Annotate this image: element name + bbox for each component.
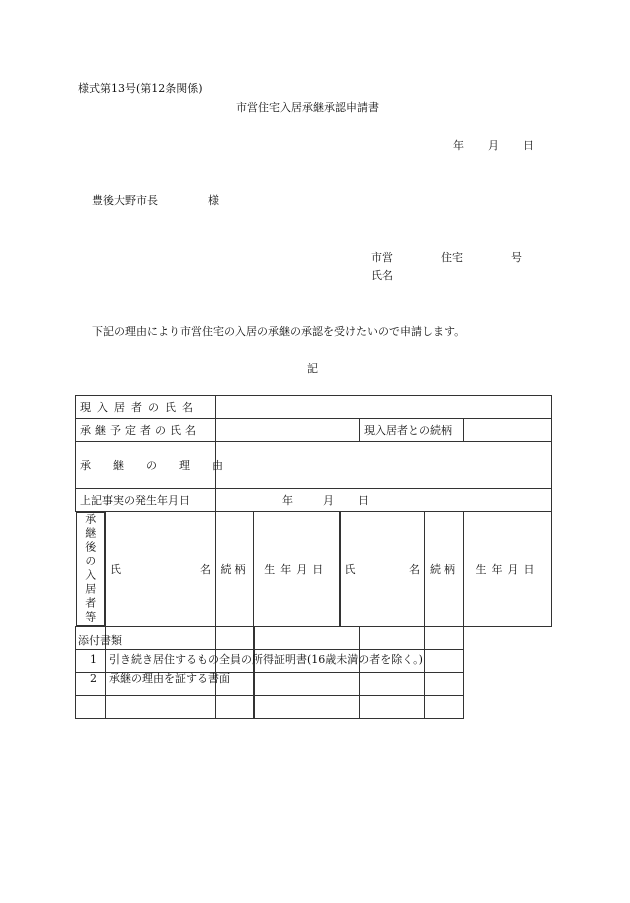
resident-birthdate-cell[interactable]: [425, 650, 464, 673]
applicant-housing-label: 住宅: [441, 251, 463, 264]
succession-reason-field[interactable]: [216, 442, 552, 489]
succession-reason-text: 承継の理由: [80, 459, 245, 472]
col-relation-header-left: 続柄: [216, 512, 254, 627]
col-relation-header-right: 続柄: [425, 512, 464, 627]
resident-birthdate-cell[interactable]: [425, 627, 464, 650]
relationship-label: 現入居者との続柄: [360, 419, 464, 442]
resident-relation-cell[interactable]: [360, 627, 425, 650]
resident-relation-cell[interactable]: [360, 696, 425, 719]
addressee: 豊後大野市長: [92, 194, 158, 207]
occurrence-date-field[interactable]: [216, 489, 552, 512]
occurrence-day-label: 日: [358, 494, 369, 507]
col-birthdate-header-right: 生年月日: [464, 512, 552, 627]
attachment-text: 承継の理由を証する書面: [109, 672, 230, 685]
successor-name-field[interactable]: [216, 419, 360, 442]
current-resident-name-text: 現入居者の氏名: [80, 401, 199, 414]
document-title: 市営住宅入居承継承認申請書: [236, 101, 379, 114]
date-day-label: 日: [523, 139, 534, 152]
resident-name-cell[interactable]: [254, 673, 360, 696]
body-text: 下記の理由により市営住宅の入居の承継の承認を受けたいので申請します。: [92, 325, 466, 338]
occurrence-date-label: 上記事実の発生年月日: [76, 489, 216, 512]
attachment-number: 2: [90, 672, 97, 685]
resident-birthdate-cell[interactable]: [425, 673, 464, 696]
col-mei-right: 名: [409, 563, 420, 576]
resident-relation-cell[interactable]: [106, 696, 216, 719]
col-birthdate-header-left: 生年月日: [254, 512, 340, 627]
col-shi-left: 氏: [110, 563, 121, 576]
current-resident-name-field[interactable]: [216, 396, 552, 419]
attachments-heading: 添付書類: [78, 634, 122, 647]
relationship-field[interactable]: [464, 419, 552, 442]
resident-relation-cell[interactable]: [106, 627, 216, 650]
succession-reason-label: [76, 442, 245, 489]
resident-name-cell[interactable]: [254, 696, 360, 719]
occurrence-month-label: 月: [323, 494, 334, 507]
attachment-item: [90, 670, 230, 686]
col-mei-left: 名: [200, 563, 211, 576]
current-resident-name-label: [76, 396, 216, 419]
honorific: 様: [208, 194, 219, 207]
applicant-number-label: 号: [511, 251, 522, 264]
successor-name-text: 承継予定者の氏名: [80, 424, 200, 437]
occurrence-year-label: 年: [282, 494, 293, 507]
col-name-header-left: [106, 512, 216, 627]
applicant-name-label: 氏名: [371, 269, 393, 282]
resident-row: [76, 696, 552, 719]
residents-after-text: 承継後の入居者等: [83, 513, 97, 625]
col-shi-right: 氏: [344, 563, 356, 576]
resident-birthdate-cell[interactable]: [425, 696, 464, 719]
attachment-text: 引き続き居住するもの全員の所得証明書(16歳未満の者を除く。): [109, 653, 423, 666]
successor-name-label: [76, 419, 216, 442]
resident-birthdate-cell[interactable]: [216, 696, 254, 719]
applicant-city-housing-label: 市営: [371, 251, 393, 264]
date-month-label: 月: [488, 139, 499, 152]
ki-label: 記: [307, 362, 318, 375]
col-name-header-right: [340, 512, 425, 627]
date-year-label: 年: [453, 139, 464, 152]
resident-name-cell[interactable]: [254, 627, 360, 650]
attachment-number: 1: [90, 653, 97, 666]
attachment-item: [90, 651, 423, 667]
residents-after-label: [76, 512, 106, 626]
form-number: 様式第13号(第12条関係): [78, 82, 203, 95]
resident-birthdate-cell[interactable]: [216, 627, 254, 650]
resident-relation-cell[interactable]: [360, 673, 425, 696]
resident-name-cell[interactable]: [76, 696, 106, 719]
resident-row: [76, 627, 552, 650]
